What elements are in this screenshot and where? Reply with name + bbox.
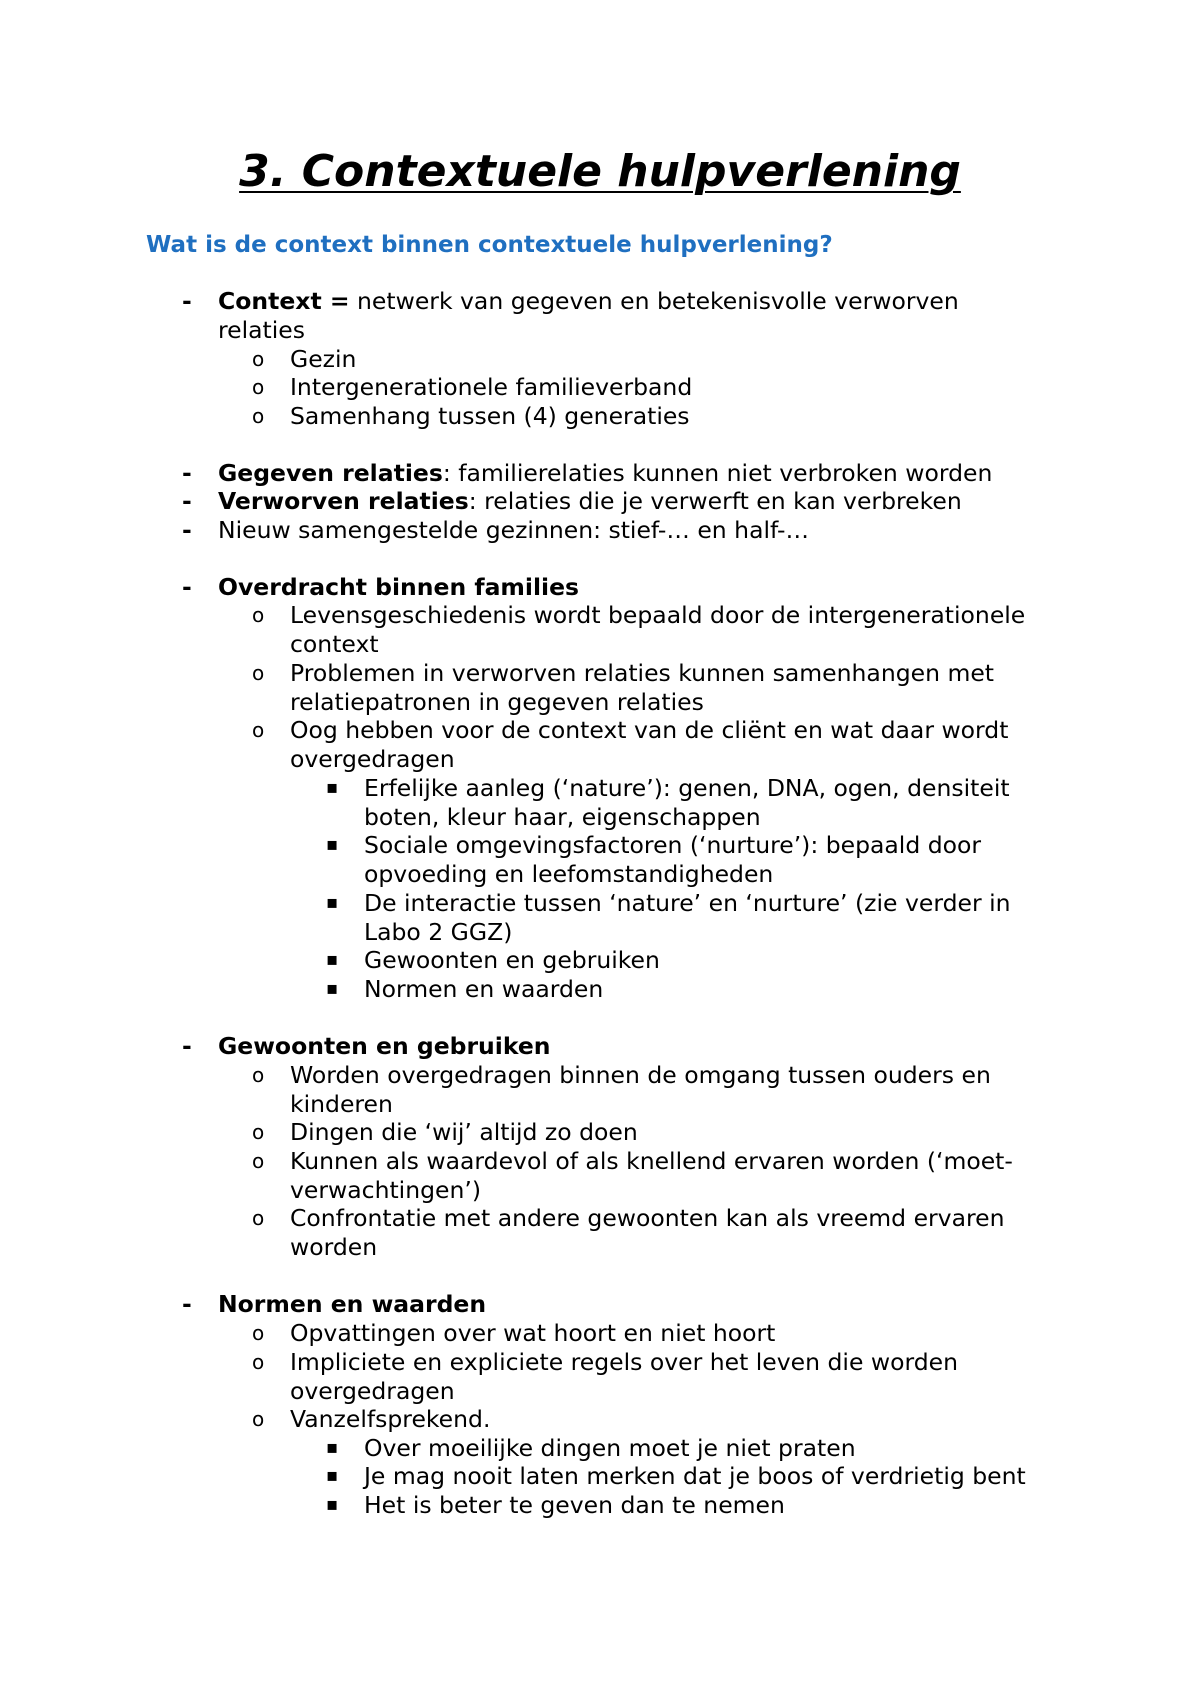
square-bullet: ▪ bbox=[326, 1494, 339, 1515]
dash-bullet: - bbox=[182, 1290, 192, 1318]
sub-item: Samenhang tussen (4) generaties bbox=[290, 402, 690, 430]
square-bullet: ▪ bbox=[326, 834, 339, 855]
sub-sub-item: Het is beter te geven dan te nemen bbox=[364, 1491, 785, 1519]
circle-bullet: o bbox=[252, 1321, 265, 1345]
list-item-gegeven-relaties bbox=[218, 459, 1068, 488]
sub-sub-item: Normen en waarden bbox=[364, 975, 604, 1003]
dash-bullet: - bbox=[182, 573, 192, 601]
sub-sub-item: Gewoonten en gebruiken bbox=[364, 946, 660, 974]
section-question-heading: Wat is de context binnen contextuele hulpverlening? bbox=[146, 232, 833, 258]
circle-bullet: o bbox=[252, 347, 265, 371]
square-bullet: ▪ bbox=[326, 949, 339, 970]
sub-item: Intergenerationele familieverband bbox=[290, 373, 693, 401]
sub-sub-item: Je mag nooit laten merken dat je boos of verdrietig bent bbox=[364, 1462, 1026, 1490]
circle-bullet: o bbox=[252, 661, 265, 685]
square-bullet: ▪ bbox=[326, 978, 339, 999]
sub-item: Dingen die ‘wij’ altijd zo doen bbox=[290, 1118, 638, 1146]
square-bullet: ▪ bbox=[326, 1465, 339, 1486]
circle-bullet: o bbox=[252, 1206, 265, 1230]
sub-item: Oog hebben voor de context van de cliënt en wat daar wordt overgedragen bbox=[290, 716, 1009, 773]
term-label: Context = bbox=[218, 287, 350, 315]
list-item-samengestelde-gezinnen: Nieuw samengestelde gezinnen: stief-… en half-… bbox=[218, 516, 809, 544]
term-label: Verworven relaties bbox=[218, 487, 469, 515]
dash-bullet: - bbox=[182, 516, 192, 544]
circle-bullet: o bbox=[252, 1120, 265, 1144]
sub-item: Opvattingen over wat hoort en niet hoort bbox=[290, 1319, 776, 1347]
list-heading-overdracht: Overdracht binnen families bbox=[218, 573, 580, 601]
sub-item: Kunnen als waardevol of als knellend ervaren worden (‘moet- verwachtingen’) bbox=[290, 1147, 1013, 1204]
sub-item: Vanzelfsprekend. bbox=[290, 1405, 491, 1433]
sub-item: Problemen in verworven relaties kunnen samenhangen met relatiepatronen in gegeven relaties bbox=[290, 659, 995, 716]
circle-bullet: o bbox=[252, 1149, 265, 1173]
sub-item: Impliciete en expliciete regels over het leven die worden overgedragen bbox=[290, 1348, 958, 1405]
definition-text: netwerk van gegeven en betekenisvolle verworven bbox=[349, 287, 959, 315]
definition-text: : relaties die je verwerft en kan verbreken bbox=[468, 487, 962, 515]
list-heading-gewoonten: Gewoonten en gebruiken bbox=[218, 1032, 551, 1060]
sub-sub-item: Over moeilijke dingen moet je niet praten bbox=[364, 1434, 856, 1462]
circle-bullet: o bbox=[252, 1350, 265, 1374]
sub-sub-item: Sociale omgevingsfactoren (‘nurture’): bepaald door opvoeding en leefomstandigheden bbox=[364, 831, 982, 888]
square-bullet: ▪ bbox=[326, 892, 339, 913]
circle-bullet: o bbox=[252, 375, 265, 399]
list-heading-normen: Normen en waarden bbox=[218, 1290, 487, 1318]
dash-bullet: - bbox=[182, 487, 192, 515]
sub-item: Worden overgedragen binnen de omgang tussen ouders en kinderen bbox=[290, 1061, 991, 1118]
definition-text: : familierelaties kunnen niet verbroken worden bbox=[442, 459, 993, 487]
sub-sub-item: De interactie tussen ‘nature’ en ‘nurture’ (zie verder in Labo 2 GGZ) bbox=[364, 889, 1011, 946]
dash-bullet: - bbox=[182, 1032, 192, 1060]
list-item-context bbox=[218, 287, 1068, 344]
dash-bullet: - bbox=[182, 287, 192, 315]
circle-bullet: o bbox=[252, 1407, 265, 1431]
circle-bullet: o bbox=[252, 603, 265, 627]
circle-bullet: o bbox=[252, 718, 265, 742]
sub-item: Levensgeschiedenis wordt bepaald door de intergenerationele context bbox=[290, 601, 1026, 658]
sub-item: Gezin bbox=[290, 345, 357, 373]
term-label: Gegeven relaties bbox=[218, 459, 443, 487]
circle-bullet: o bbox=[252, 404, 265, 428]
continuation-text: relaties bbox=[218, 315, 305, 344]
dash-bullet: - bbox=[182, 459, 192, 487]
sub-item: Confrontatie met andere gewoonten kan als vreemd ervaren worden bbox=[290, 1204, 1005, 1261]
list-item-verworven-relaties bbox=[218, 487, 1068, 516]
square-bullet: ▪ bbox=[326, 777, 339, 798]
page-title: 3. Contextuele hulpverlening bbox=[239, 146, 961, 197]
square-bullet: ▪ bbox=[326, 1437, 339, 1458]
circle-bullet: o bbox=[252, 1063, 265, 1087]
sub-sub-item: Erfelijke aanleg (‘nature’): genen, DNA, ogen, densiteit boten, kleur haar, eigenschappen bbox=[364, 774, 1010, 831]
